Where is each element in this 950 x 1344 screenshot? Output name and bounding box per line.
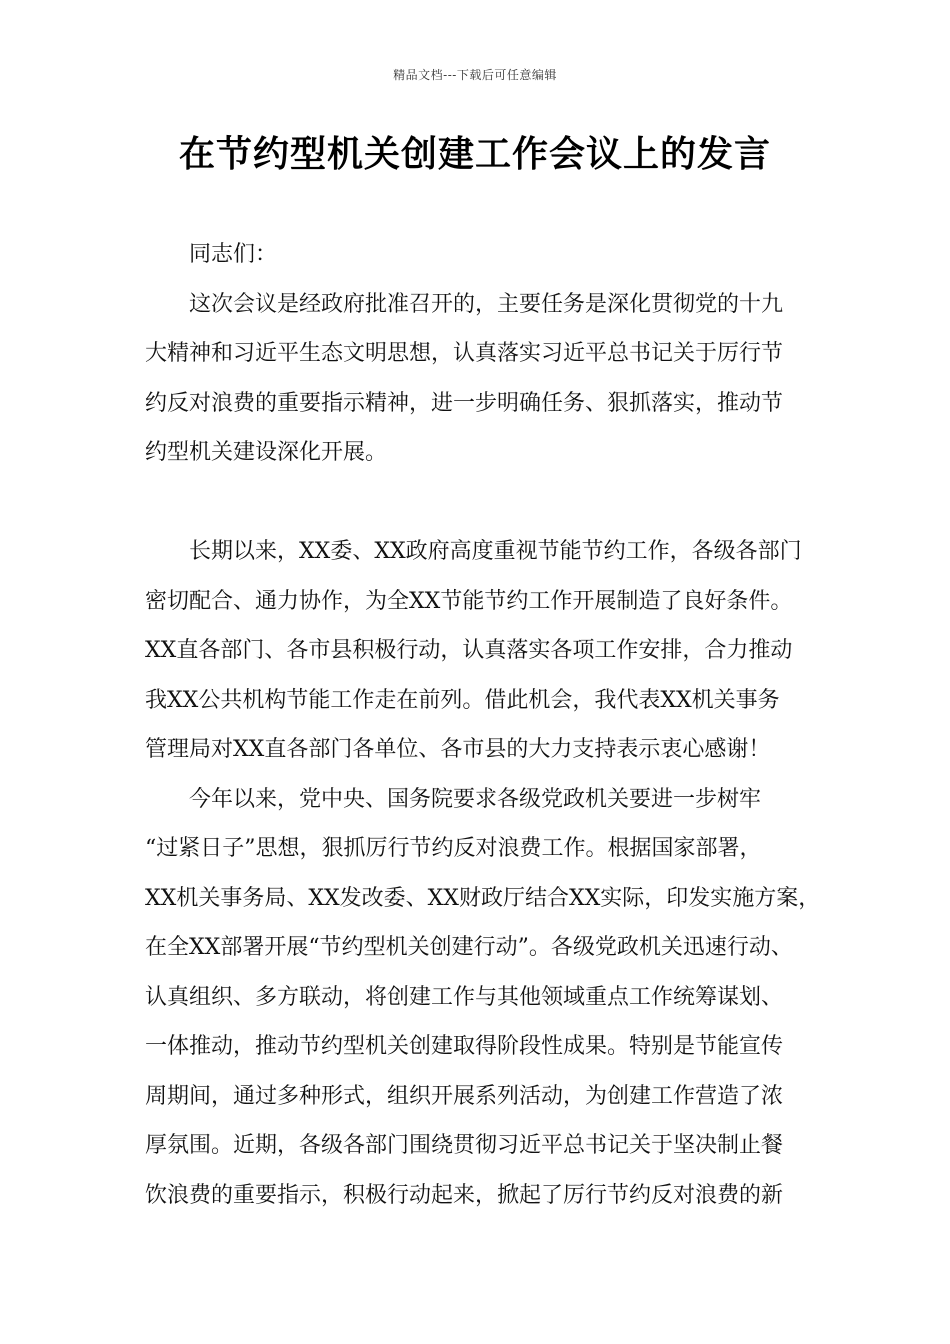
paragraph-line: 我XX公共机构节能工作走在前列。借此机会，我代表XX机关事务 [145,687,780,713]
paragraph-line: 认真组织、多方联动，将创建工作与其他领域重点工作统筹谋划、 [145,984,784,1010]
paragraph-2 [145,527,825,775]
paragraph-line: 饮浪费的重要指示，积极行动起来，掀起了厉行节约反对浪费的新 [145,1182,784,1208]
paragraph-line: “过紧日子”思想，狠抓厉行节约反对浪费工作。根据国家部署， [145,836,762,861]
paragraph-line: 密切配合、通力协作，为全XX节能节约工作开展制造了良好条件。 [145,588,793,614]
header-note: 精品文档---下载后可任意编辑 [393,68,557,82]
paragraph-line: 约型机关建设深化开展。 [145,440,388,465]
paragraph-line: XX直各部门、各市县积极行动，认真落实各项工作安排，合力推动 [145,638,793,663]
document-title: 在节约型机关创建工作会议上的发言 [178,134,771,175]
salutation: 同志们： [189,242,278,267]
paragraph-line: 长期以来，XX委、XX政府高度重视节能节约工作，各级各部门 [189,539,802,564]
paragraph-line: 约反对浪费的重要指示精神，进一步明确任务、狠抓落实，推动节 [145,390,784,416]
paragraph-1 [145,280,825,478]
document-body [145,230,825,1220]
paragraph-line: 大精神和习近平生态文明思想，认真落实习近平总书记关于厉行节 [145,341,784,366]
paragraph-line: 一体推动，推动节约型机关创建取得阶段性成果。特别是节能宣传 [145,1034,784,1059]
paragraph-spacer [145,478,825,528]
paragraph-line: 管理局对XX直各部门各单位、各市县的大力支持表示衷心感谢！ [145,737,771,762]
paragraph-line: 这次会议是经政府批准召开的，主要任务是深化贯彻党的十九 [189,291,784,317]
paragraph-line: 厚氛围。近期，各级各部门围绕贯彻习近平总书记关于坚决制止餐 [145,1133,784,1158]
paragraph-line: 周期间，通过多种形式，组织开展系列活动，为创建工作营造了浓 [145,1083,784,1109]
paragraph-line: XX机关事务局、XX发改委、XX财政厅结合XX实际，印发实施方案， [145,885,821,911]
paragraph-line: 今年以来，党中央、国务院要求各级党政机关要进一步树牢 [189,786,762,812]
paragraph-3 [145,775,825,1221]
paragraph-line: 在全XX部署开展“节约型机关创建行动”。各级党政机关迅速行动、 [145,935,793,960]
